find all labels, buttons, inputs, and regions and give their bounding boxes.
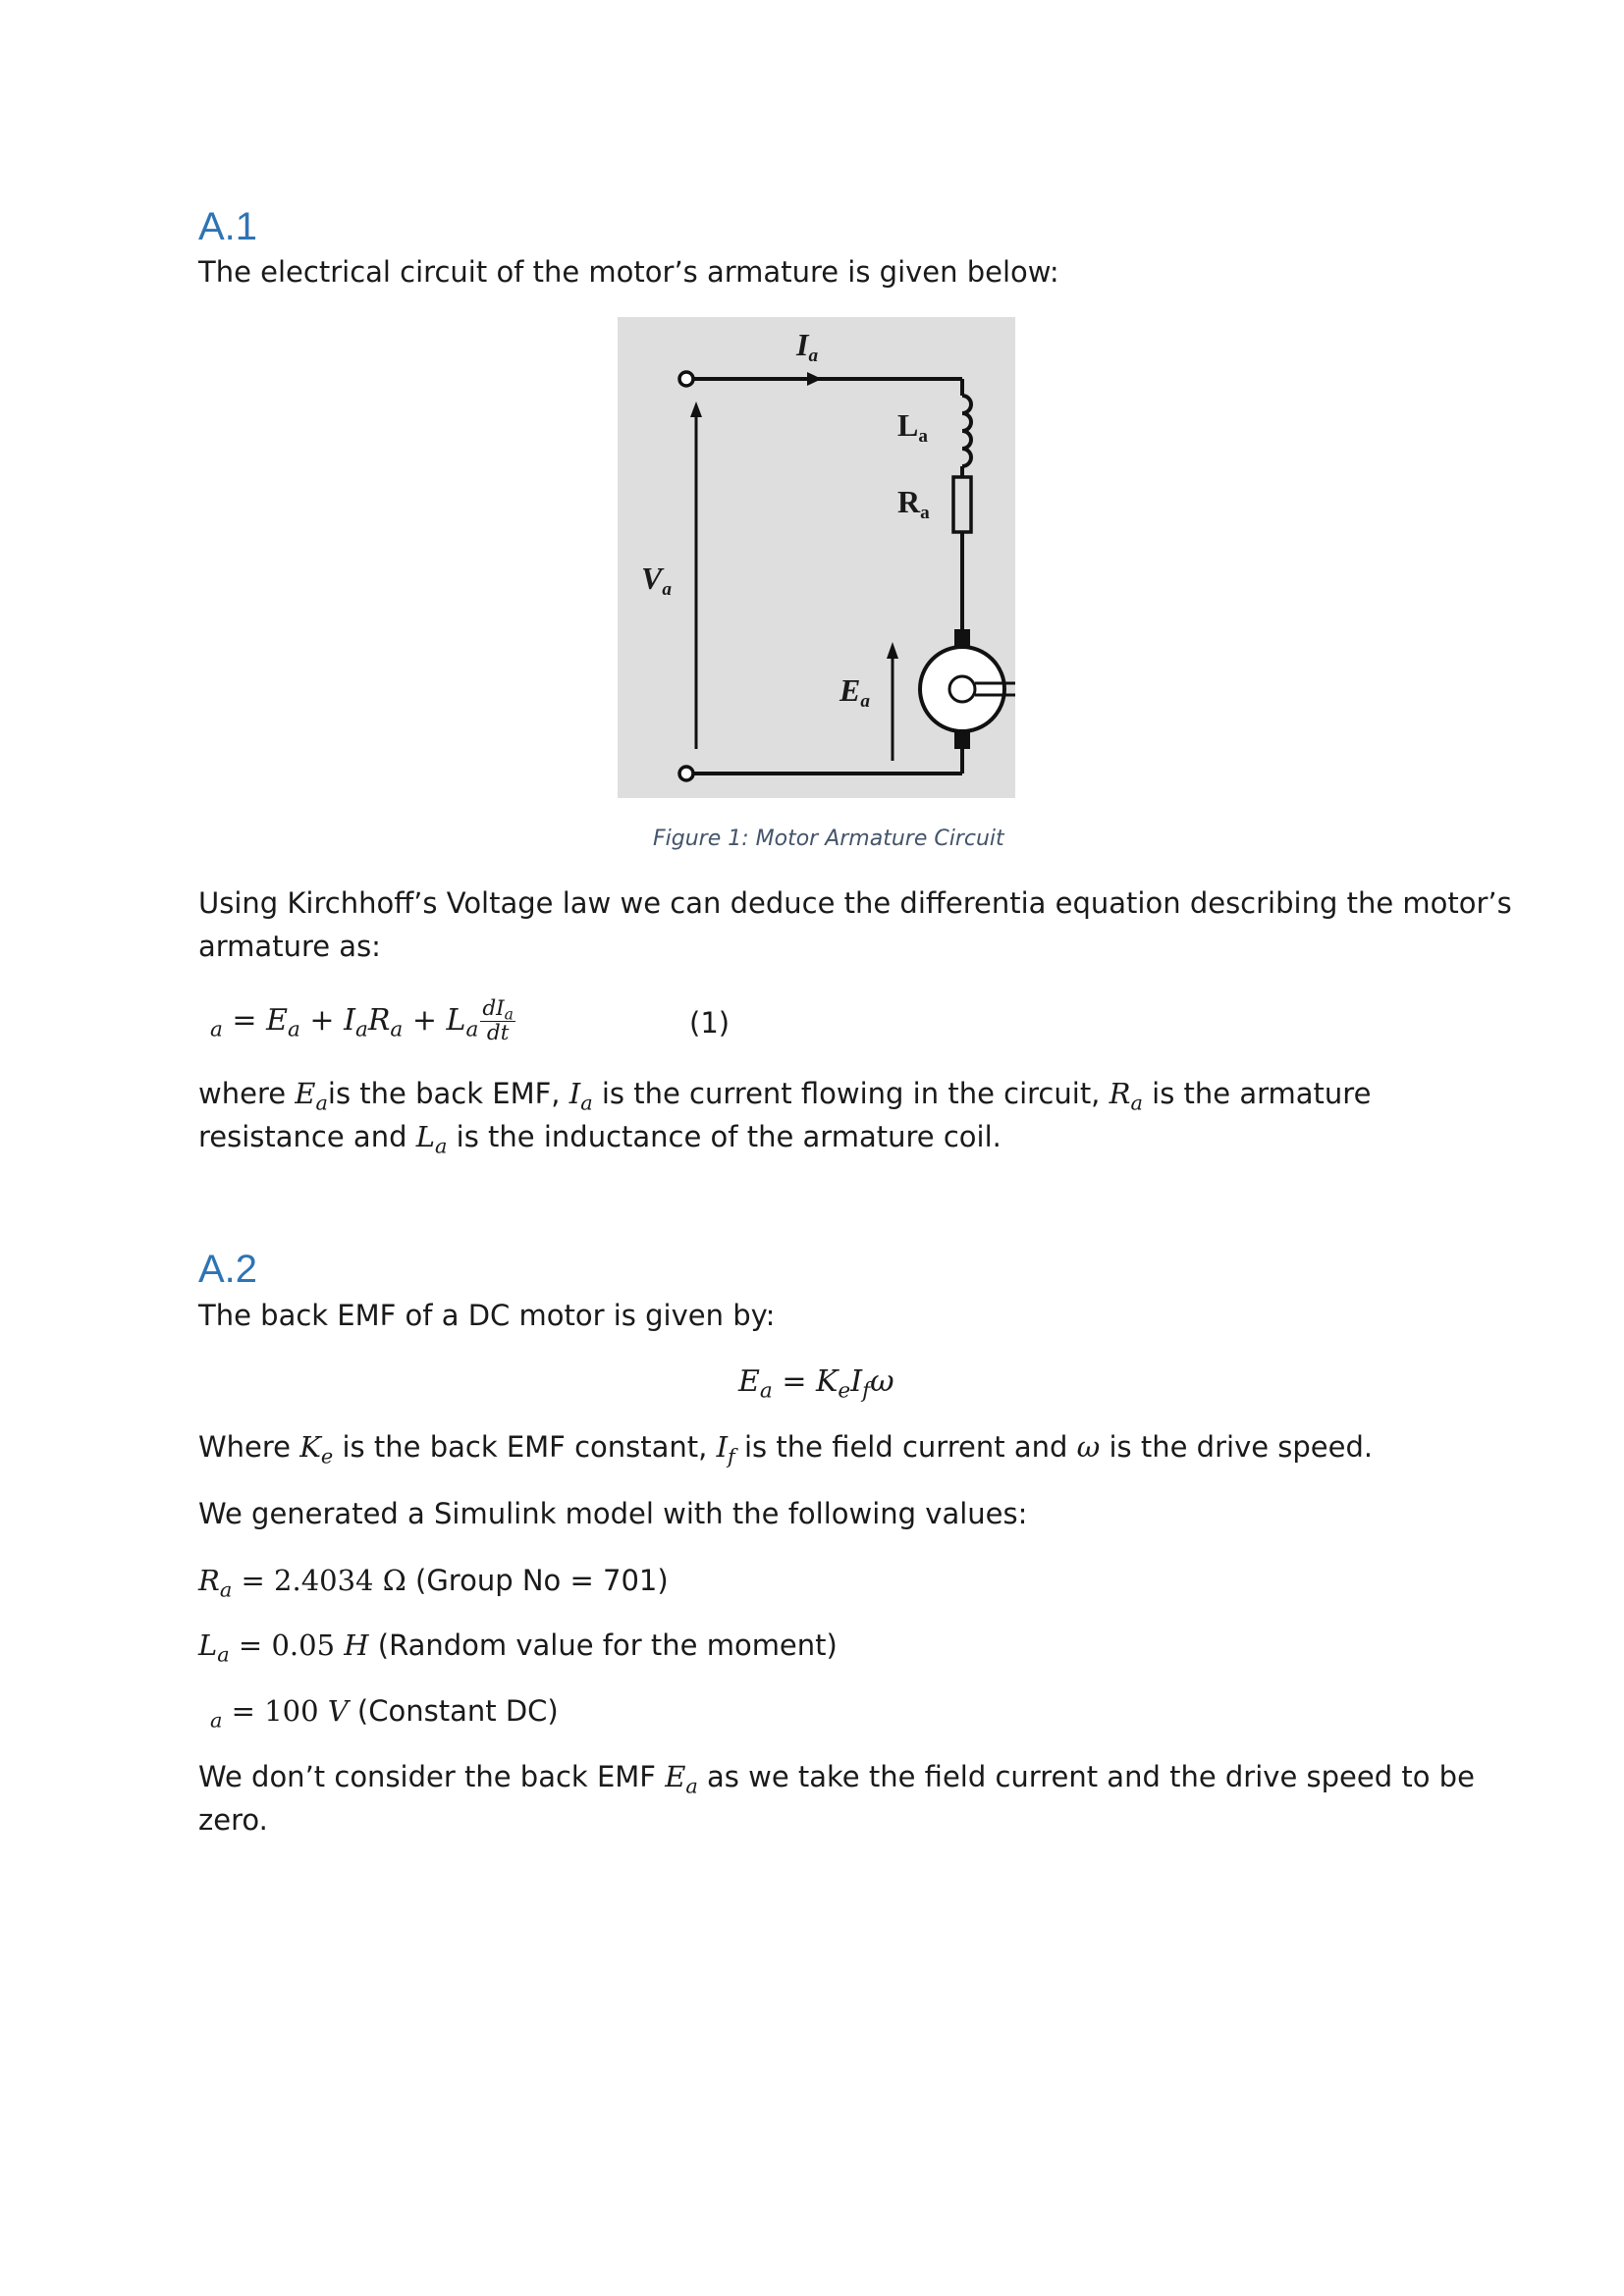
kvl-text-line2: armature as: — [198, 930, 381, 963]
kvl-text-line1: Using Kirchhoff’s Voltage law we can deduce the differentia equation describing the motor’s — [198, 886, 1512, 920]
label-ia: $I_a$ — [796, 327, 819, 366]
equation-2: $E_a = K_eI_f\omega$ — [738, 1364, 894, 1404]
label-la: $L_a$ — [897, 407, 928, 447]
where-text-line1: where $E_ais$ the back EMF, $I_a$ is the current flowing in the circuit, $R_a$ is the armature — [198, 1077, 1372, 1115]
inductor-coil — [962, 396, 971, 466]
derivative-fraction: $\frac{dI_a}{dt}$ — [482, 996, 514, 1045]
ea-arrow-head — [887, 642, 898, 659]
section-heading-a1: A.1 — [198, 205, 258, 248]
equation-1: $_a = E_a + I_aR_a + L_a$ $\frac{dI_a}{dt}$ — [210, 996, 514, 1045]
final-text-line1: We don’t consider the back EMF $E_a$ as we take the field current and the drive speed to be — [198, 1760, 1475, 1798]
intro-text-a1: The electrical circuit of the motor’s armature is given below: — [198, 255, 1059, 289]
intro-text-a2: The back EMF of a DC motor is given by: — [198, 1299, 776, 1332]
where-text-line2: resistance and $L_a$ is the inductance of the armature coil. — [198, 1120, 1001, 1158]
figure-caption: Figure 1: Motor Armature Circuit — [653, 827, 1004, 851]
value-va: $_a$ = 100 V (Constant DC) — [210, 1694, 559, 1733]
current-arrow-head — [807, 372, 822, 386]
equation-1-number: (1) — [689, 1006, 731, 1040]
motor-rotor — [949, 676, 975, 702]
where-text-a2: Where $K_e$ is the back EMF constant, $I_f$ is the field current and ω is the drive speed. — [198, 1430, 1374, 1468]
armature-circuit-diagram — [618, 317, 1015, 798]
label-ea: $E_a$ — [839, 672, 870, 712]
value-la: $L_a = 0.05$ H (Random value for the moment) — [198, 1629, 838, 1667]
label-va: $V_a$ — [641, 561, 672, 600]
resistor — [953, 477, 971, 532]
value-ra: $R_a = 2.4034$ Ω (Group No = 701) — [198, 1564, 669, 1602]
top-terminal — [679, 372, 693, 386]
section-heading-a2: A.2 — [198, 1248, 258, 1291]
va-arrow-head — [690, 401, 702, 417]
bottom-terminal — [679, 767, 693, 780]
final-text-line2: zero. — [198, 1803, 268, 1837]
simulink-text: We generated a Simulink model with the following values: — [198, 1497, 1028, 1530]
armature-circuit-figure — [618, 317, 1015, 798]
label-ra: $R_a$ — [897, 484, 930, 523]
